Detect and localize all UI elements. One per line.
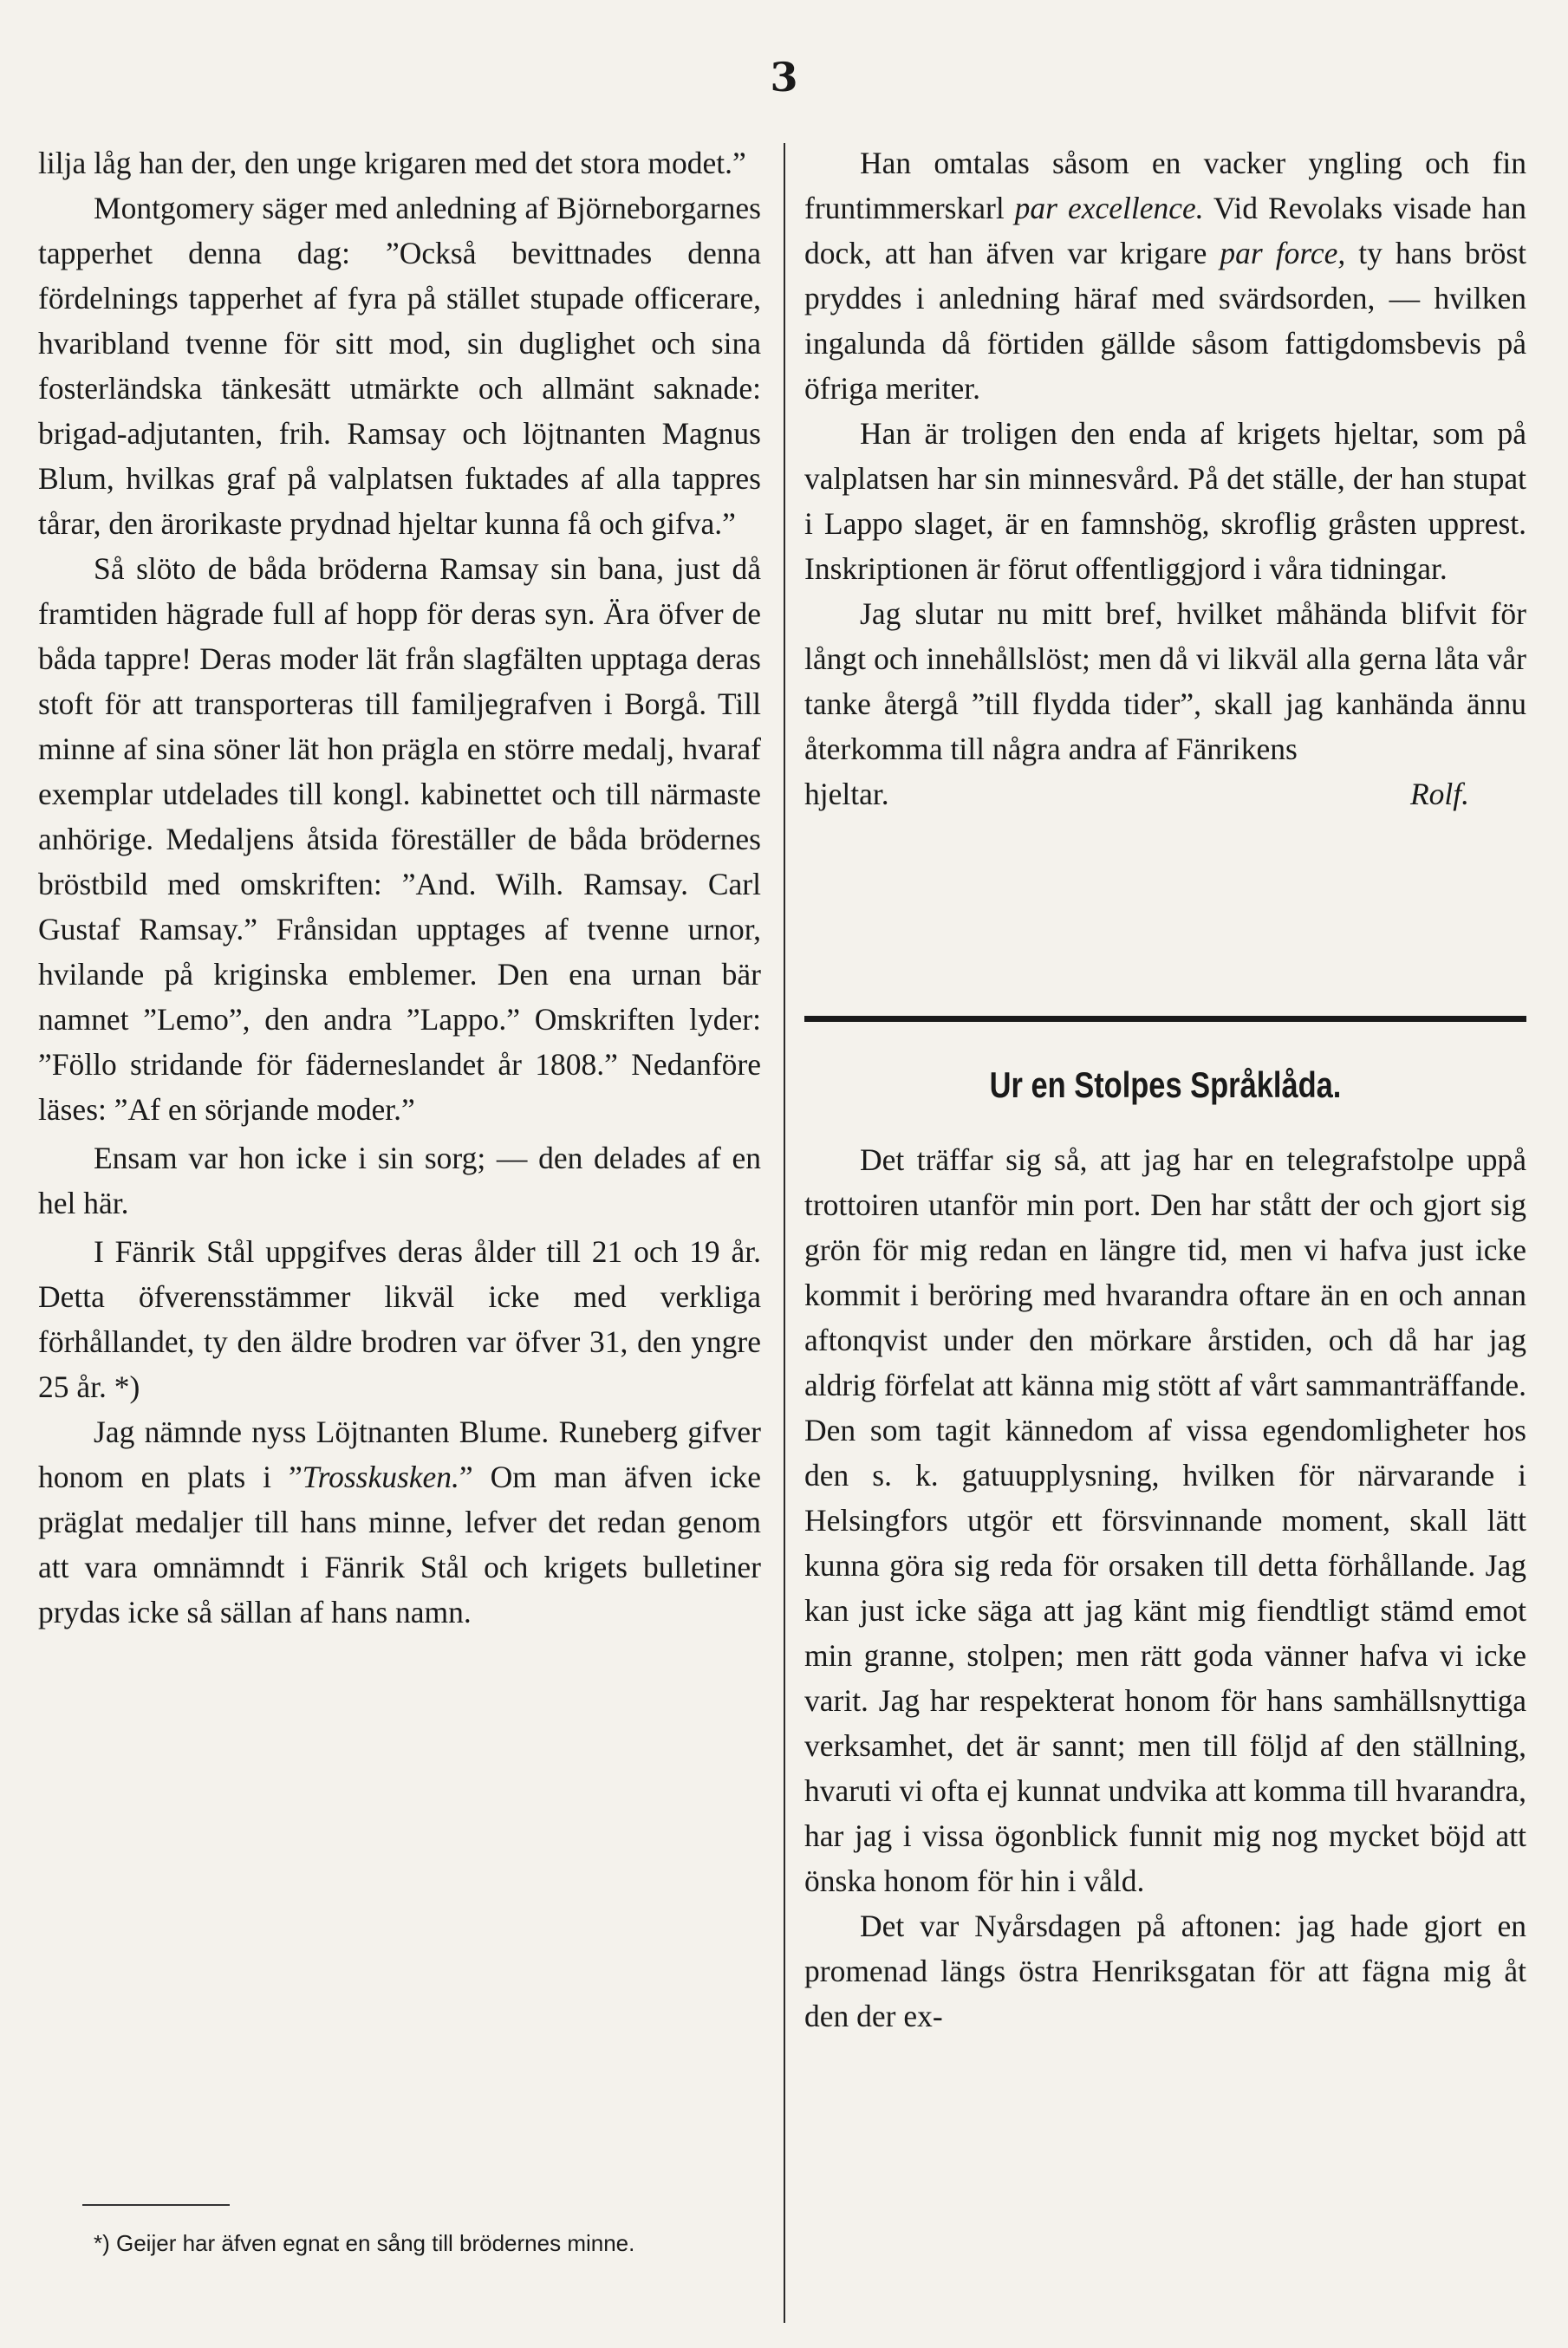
text-run: Jag nämnde nyss Löjtnanten Blume. Runeberg gifver honom en plats i ”: [38, 1415, 761, 1494]
paragraph: Det träffar sig så, att jag har en telegrafstolpe uppå trottoiren utanför min port. Den har stått der och gjort sig grön för mig redan en längre tid, men vi hafva just icke kommit i beröring med hvarandra oftare än en och annan aftonqvist under den mörkare årstiden, och då har jag aldrig förfelat att känna mig stött af vårt sammanträffande. Den som tagit kännedom af vissa egendomligheter hos den s. k. gatuupplysning, hvilken för närvarande i Helsingfors utgör ett försvinnande moment, skall lätt kunna göra sig reda för orsaken till detta förhållande. Jag kan just icke säga att jag känt mig fiendtligt stämd emot min granne, stolpen; men rätt goda vänner hafva vi icke varit. Jag har respekterat honom för hans samhällsnyttiga verksamhet, det är sannt; men till följd af den ställning, hvaruti vi ofta ej kunnat undvika att komma till hvarandra, har jag i vissa ögonblick funnit mig nog mycket böjd att önska honom för hin i våld.: [804, 1142, 1526, 1898]
text-run: ty hans bröst pryddes i anledning häraf med svärdsorden, — hvilken ingalunda då förtiden gällde såsom fattigdomsbevis på öfriga meriter.: [804, 236, 1527, 406]
paragraph: lilja låg han der, den unge krigaren med det stora modet.”: [38, 146, 746, 180]
column-divider: [784, 143, 785, 2323]
italic-title: Trosskusken.: [302, 1460, 459, 1494]
section-heading: Ur en Stolpes Språklåda.: [989, 1064, 1342, 1105]
paragraph: [804, 140, 1526, 411]
page-number: 3: [770, 54, 798, 101]
paragraph: [38, 1409, 761, 1635]
text-run: ” Om man äfven icke präglat medaljer till hans minne, lefver det redan genom att vara omnämndt i Fänrik Stål och krigets bulletiner prydas icke så sällan af hans namn.: [38, 1460, 761, 1629]
left-column: [38, 140, 761, 1635]
right-column-lower: [804, 1137, 1526, 2039]
paragraph: Jag slutar nu mitt bref, hvilket måhända blifvit för långt och innehållslöst; men då vi likväl alla gerna låta vår tanke återgå ”till flydda tider”, skall jag kanhända ännu återkomma till några andra af Fänrikens: [804, 596, 1526, 766]
paragraph: Han är troligen den enda af krigets hjeltar, som på valplatsen har sin minnesvård. På det ställe, der han stupat i Lappo slaget, är en famnshög, skroflig gråsten upprest. Inskriptionen är förut offentliggjord i våra tidningar.: [804, 416, 1526, 586]
footnote-rule: [82, 2204, 230, 2206]
paragraph: Så slöto de båda bröderna Ramsay sin bana, just då framtiden hägrade full af hopp för deras syn. Ära öfver de båda tappre! Deras moder lät från slagfälten upptaga deras stoft för att transporteras till familjegrafven i Borgå. Till minne af sina söner lät hon prägla en större medalj, hvaraf exemplar utdelades till kongl. kabinettet och till närmaste anhörige. Medaljens åtsida föreställer de båda brödernes bröstbild med omskriften: ”And. Wilh. Ramsay. Carl Gustaf Ramsay.” Frånsidan upptages af tvenne urnor, hvilande på kriginska emblemer. Den ena urnan bär namnet ”Lemo”, den andra ”Lappo.” Omskriften lyder: ”Föllo stridande för fäderneslandet år 1808.” Nedanföre läses: ”Af en sörjande moder.”: [38, 551, 761, 1127]
signature-line: [804, 771, 1526, 816]
italic-phrase: par force,: [1220, 236, 1346, 270]
footnote: *) Geijer har äfven egnat en sång till brödernes minne.: [94, 2230, 635, 2256]
paragraph: Det var Nyårsdagen på aftonen: jag hade gjort en promenad längs östra Henriksgatan för att fägna mig åt den der ex-: [804, 1909, 1526, 2033]
paragraph: Ensam var hon icke i sin sorg; — den delades af en hel här.: [38, 1141, 761, 1220]
section-divider: [804, 1016, 1526, 1022]
paragraph: I Fänrik Stål uppgifves deras ålder till 21 och 19 år. Detta öfverensstämmer likväl icke med verkliga förhållandet, ty den äldre brodren var öfver 31, den yngre 25 år. *): [38, 1234, 761, 1404]
text-run: Vid Revolaks visade han dock, att han äfven var krigare: [804, 191, 1527, 270]
signature: Rolf.: [1409, 777, 1469, 811]
paragraph: Montgomery säger med anledning af Björneborgarnes tapperhet denna dag: ”Också bevittnades denna fördelnings tapperhet af fyra på stället stupade officerare, hvaribland tvenne för sitt mod, sin duglighet och sina fosterländska tänkesätt utmärkte och allmänt saknade: brigad-adjutanten, frih. Ramsay och löjtnanten Magnus Blum, hvilkas graf på valplatsen fuktades af alla tappres tårar, den ärorikaste prydnad hjeltar kunna få och gifva.”: [38, 191, 761, 541]
text-run: Han omtalas såsom en vacker yngling och fin fruntimmerskarl: [804, 146, 1526, 225]
signature-line-text: hjeltar.: [804, 777, 889, 811]
italic-phrase: par excellence.: [1014, 191, 1204, 225]
right-column-upper: [804, 140, 1526, 816]
